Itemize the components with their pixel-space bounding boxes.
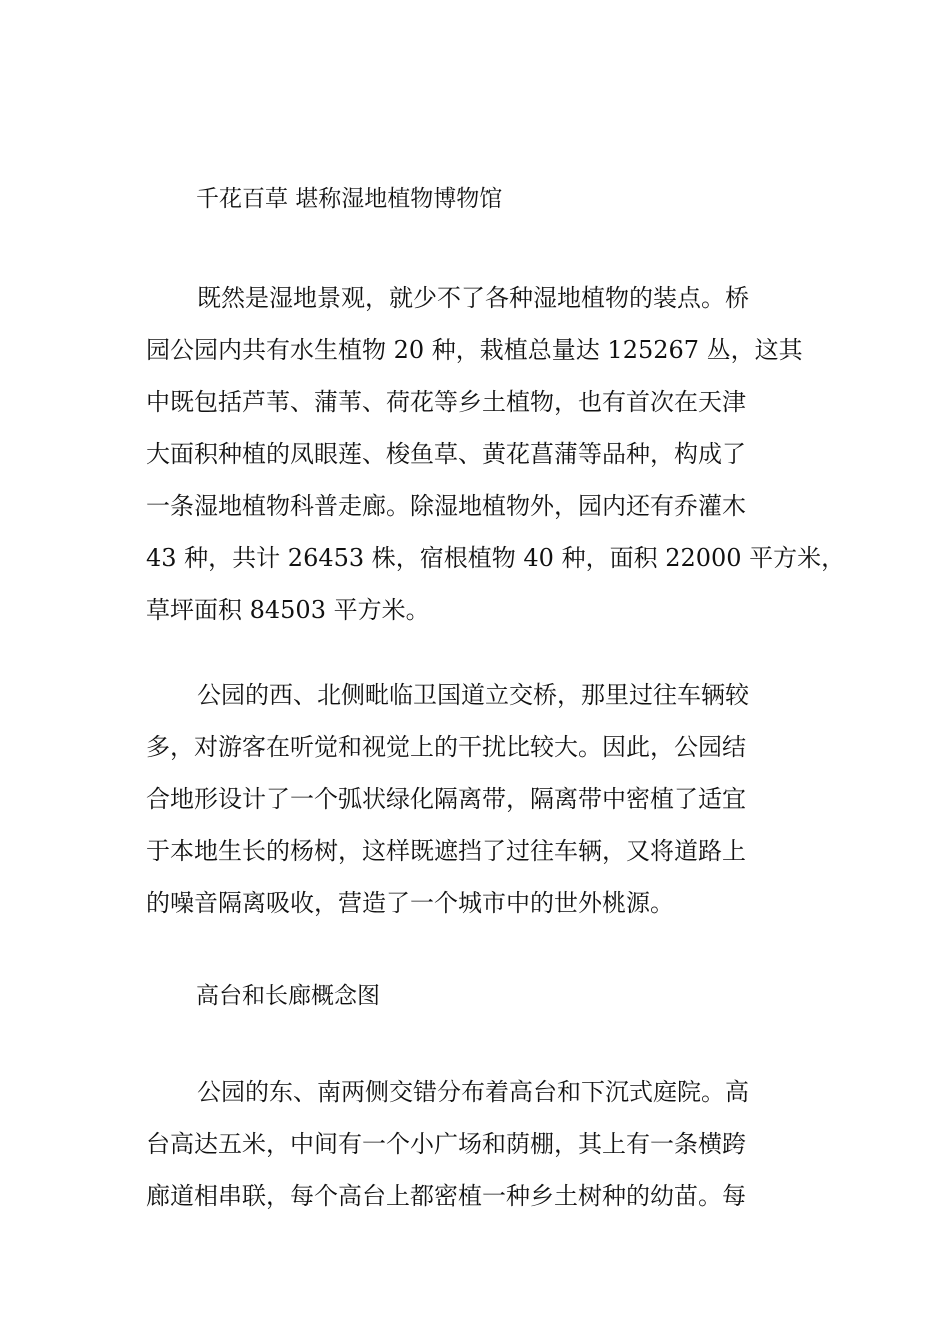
paragraph-line: 大面积种植的凤眼莲、梭鱼草、黄花菖蒲等品种，构成了 (146, 440, 746, 468)
paragraph-line: 公园的东、南两侧交错分布着高台和下沉式庭院。高 (197, 1078, 749, 1106)
paragraph-line: 台高达五米，中间有一个小广场和荫棚，其上有一条横跨 (146, 1130, 746, 1158)
paragraph-line: 于本地生长的杨树，这样既遮挡了过往车辆，又将道路上 (146, 837, 746, 865)
paragraph-green-belt (146, 677, 816, 937)
section-heading-wetland-plants: 千花百草 堪称湿地植物博物馆 (196, 186, 503, 212)
paragraph-line: 草坪面积 84503 平方米。 (146, 596, 430, 624)
paragraph-wetland-plants (146, 280, 846, 644)
paragraph-line: 既然是湿地景观，就少不了各种湿地植物的装点。桥 (197, 284, 749, 312)
paragraph-terraces (146, 1074, 816, 1230)
paragraph-line: 中既包括芦苇、蒲苇、荷花等乡土植物，也有首次在天津 (146, 388, 746, 416)
paragraph-line: 合地形设计了一个弧状绿化隔离带，隔离带中密植了适宜 (146, 785, 746, 813)
paragraph-line: 的噪音隔离吸收，营造了一个城市中的世外桃源。 (146, 889, 674, 917)
paragraph-line: 园公园内共有水生植物 20 种，栽植总量达 125267 丛，这其 (146, 336, 803, 364)
paragraph-line: 公园的西、北侧毗临卫国道立交桥，那里过往车辆较 (197, 681, 749, 709)
paragraph-line: 一条湿地植物科普走廊。除湿地植物外，园内还有乔灌木 (146, 492, 746, 520)
paragraph-line: 多，对游客在听觉和视觉上的干扰比较大。因此，公园结 (146, 733, 746, 761)
paragraph-line: 43 种，共计 26453 株，宿根植物 40 种，面积 22000 平方米， (146, 544, 846, 572)
section-heading-terrace-corridor: 高台和长廊概念图 (196, 983, 380, 1009)
paragraph-line: 廊道相串联，每个高台上都密植一种乡土树种的幼苗。每 (146, 1182, 746, 1210)
